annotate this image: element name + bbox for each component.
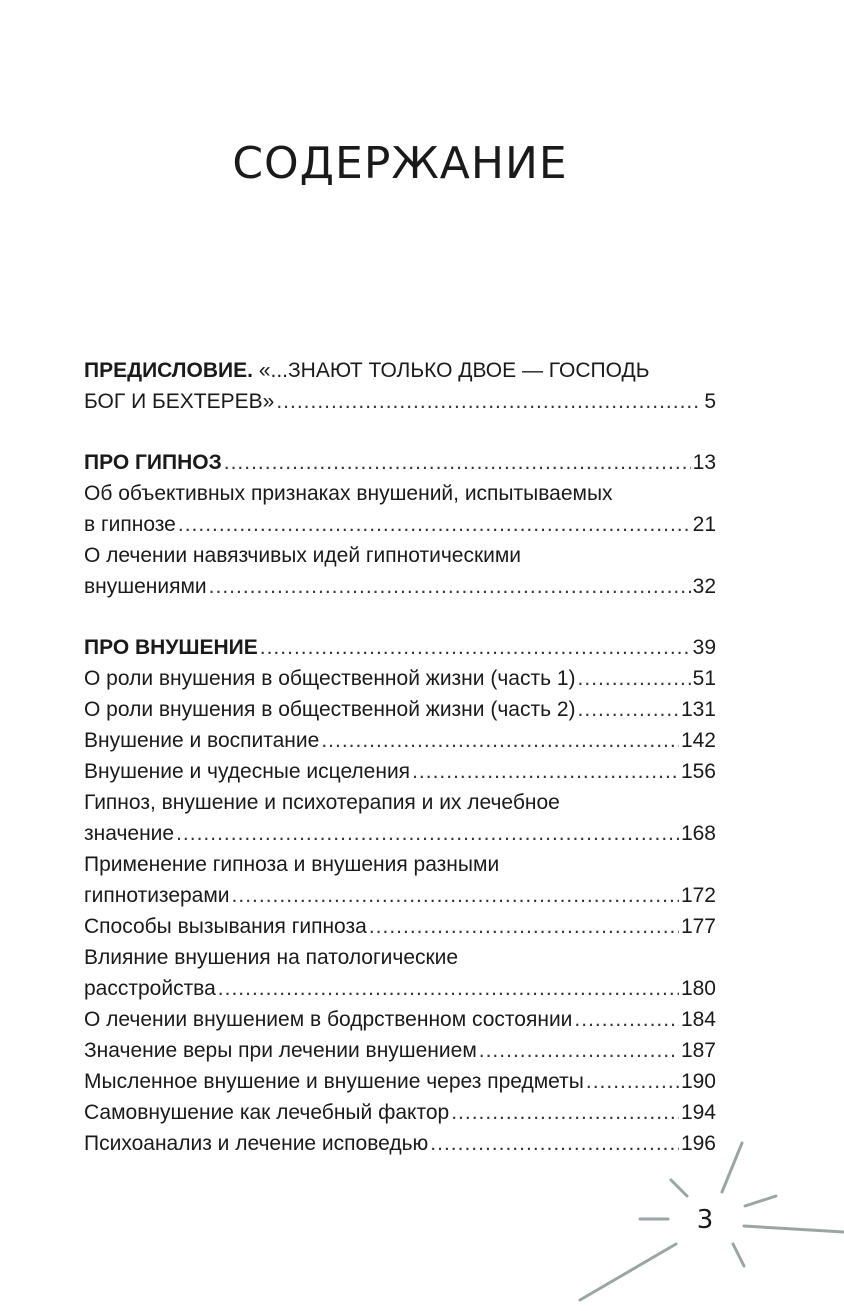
page-ref: 51 [692,667,716,690]
entry-title: в гипнозе [84,513,176,536]
page-ref: 168 [680,822,716,845]
entry-title: Способы вызывания гипноза [84,915,367,938]
toc-entry-line: Гипноз, внушение и психотерапия и их лечебное [84,791,560,814]
entry-title: Значение веры при лечении внушением [84,1039,477,1062]
page-ref: 190 [680,1070,716,1093]
entry-title: гипнотизерами [84,884,230,907]
page-ref: 194 [680,1101,716,1124]
page-ref: 184 [680,1008,716,1031]
entry-title: расстройства [84,977,216,1000]
entry-title: Внушение и чудесные исцеления [84,760,411,783]
burst-ray [722,1143,742,1192]
preface-label: ПРЕДИСЛОВИЕ. [84,359,253,382]
page-ref: 187 [680,1039,716,1062]
page-ref: 39 [692,636,716,659]
page-ref: 172 [680,884,716,907]
page-ref: 177 [680,915,716,938]
toc-entry-line: Об объективных признаках внушений, испытываемых [84,482,613,505]
burst-ray [671,1180,687,1196]
burst-ray [580,1244,676,1300]
entry-title: О роли внушения в общественной жизни (часть 2) [84,698,576,721]
page-ref: 196 [680,1132,716,1155]
preface-title: «...ЗНАЮТ ТОЛЬКО ДВОЕ — ГОСПОДЬ [252,359,650,382]
burst-ray [745,1196,776,1206]
page-ref: 142 [680,729,716,752]
page-ref: 5 [704,390,716,413]
preface-title-cont: БОГ И БЕХТЕРЕВ» [84,390,275,413]
entry-title: О лечении внушением в бодрственном состоянии [84,1008,573,1031]
page-ref: 13 [692,451,716,474]
page-ref: 156 [680,760,716,783]
page-ref: 180 [680,977,716,1000]
section-heading: ПРО ВНУШЕНИЕ [84,636,258,659]
burst-ray [744,1226,844,1232]
toc-entry-line: Влияние внушения на патологические [84,946,459,969]
burst-ray [733,1244,744,1266]
page-title: СОДЕРЖАНИЕ [232,138,568,189]
page-ref: 32 [692,575,716,598]
page-ref: 21 [692,513,716,536]
page-ref: 131 [680,698,716,721]
entry-title: значение [84,822,175,845]
section-heading: ПРО ГИПНОЗ [84,451,222,474]
entry-title: внушениями [84,575,207,598]
entry-title: Психоанализ и лечение исповедью [84,1132,429,1155]
page-number: 3 [696,1205,714,1235]
entry-title: Внушение и воспитание [84,729,320,752]
entry-title: Мысленное внушение и внушение через предметы [84,1070,584,1093]
entry-title: Самовнушение как лечебный фактор [84,1101,450,1124]
toc-entry-line: О лечении навязчивых идей гипнотическими [84,544,522,567]
toc-entry-line: Применение гипноза и внушения разными [84,853,500,876]
entry-title: О роли внушения в общественной жизни (часть 1) [84,667,576,690]
